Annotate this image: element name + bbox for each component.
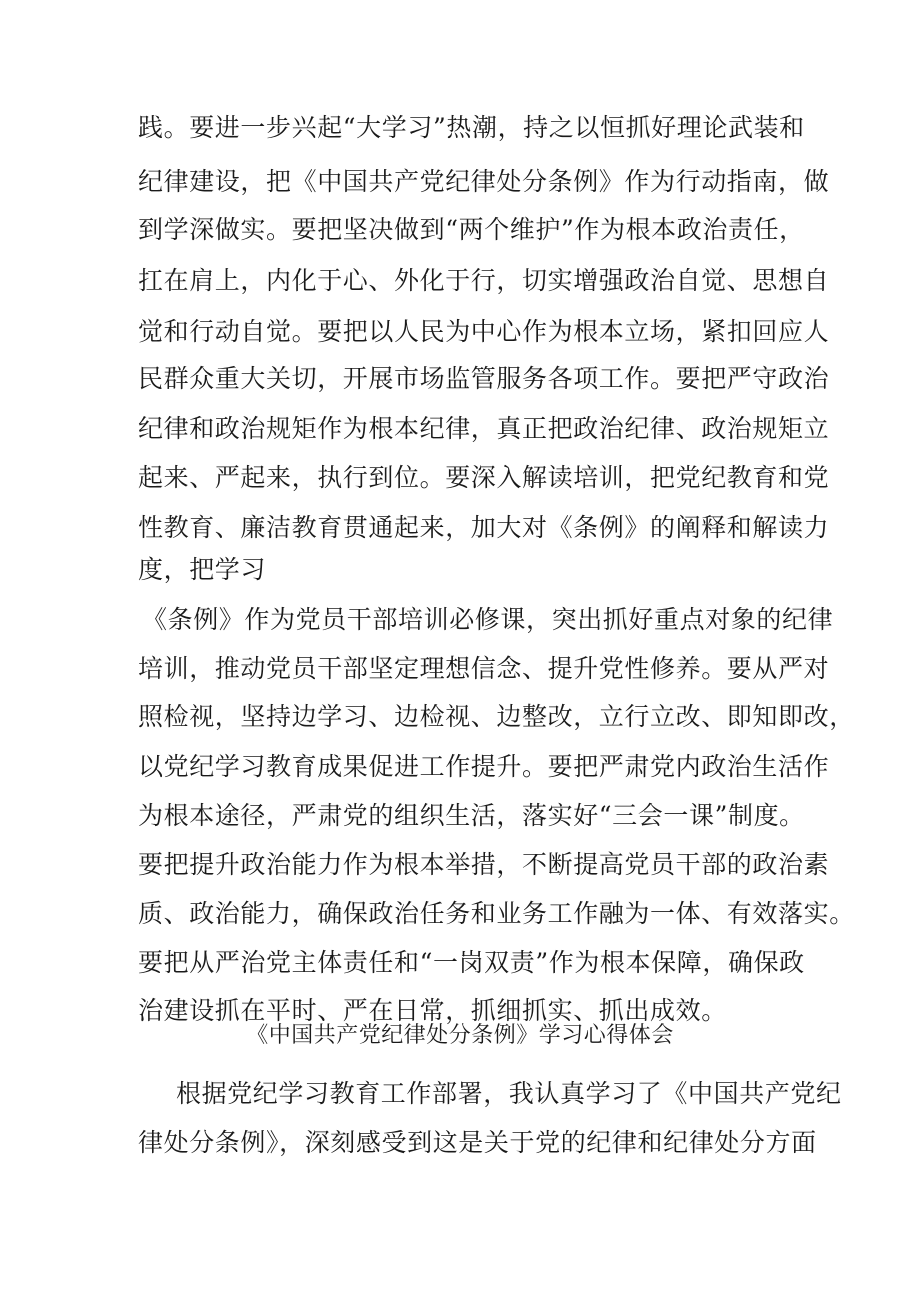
paragraph-2-line: 照检视，坚持边学习、边检视、边整改，立行立改、即知即改， — [138, 702, 855, 731]
paragraph-2-line: 以党纪学习教育成果促进工作提升。要把严肃党内政治生活作 — [138, 752, 830, 781]
paragraph-2-line: 质、政治能力，确保政治任务和业务工作融为一体、有效落实。 — [138, 899, 855, 928]
paragraph-2-line: 《条例》作为党员干部培训必修课，突出抓好重点对象的纪律 — [142, 605, 834, 634]
paragraph-2-line: 治建设抓在平时、严在日常，抓细抓实、抓出成效。 — [138, 996, 727, 1025]
paragraph-1-line: 觉和行动自觉。要把以人民为中心作为根本立场，紧扣回应人 — [138, 317, 830, 346]
paragraph-3-line: 律处分条例》，深刻感受到这是关于党的纪律和纪律处分方面 — [138, 1128, 817, 1157]
paragraph-3-line: 根据党纪学习教育工作部署，我认真学习了《中国共产党纪 — [176, 1079, 842, 1108]
paragraph-1-line: 扛在肩上，内化于心、外化于行，切实增强政治自觉、思想自 — [138, 266, 830, 295]
paragraph-1-line: 民群众重大关切，开展市场监管服务各项工作。要把严守政治 — [138, 364, 830, 393]
paragraph-1-line: 性教育、廉洁教育贯通起来，加大对《条例》的阐释和解读力 — [138, 513, 830, 542]
section-title: 《中国共产党纪律处分条例》学习心得体会 — [246, 1023, 674, 1048]
paragraph-1-line: 起来、严起来，执行到位。要深入解读培训，把党纪教育和党 — [138, 463, 830, 492]
paragraph-1-line: 度，把学习 — [138, 555, 267, 584]
paragraph-2-line: 培训，推动党员干部坚定理想信念、提升党性修养。要从严对 — [138, 654, 830, 683]
paragraph-1-line: 纪律和政治规矩作为根本纪律，真正把政治纪律、政治规矩立 — [138, 414, 830, 443]
paragraph-2-line: 要把提升政治能力作为根本举措，不断提高党员干部的政治素 — [138, 850, 830, 879]
paragraph-1-line: 践。要进一步兴起“大学习”热潮，持之以恒抓好理论武装和 — [138, 113, 805, 142]
paragraph-1-line: 到学深做实。要把坚决做到“两个维护”作为根本政治责任， — [138, 215, 805, 244]
paragraph-2-line: 为根本途径，严肃党的组织生活，落实好“三会一课”制度。 — [138, 801, 805, 830]
paragraph-2-line: 要把从严治党主体责任和“一岗双责”作为根本保障，确保政 — [138, 948, 805, 977]
paragraph-1-line: 纪律建设，把《中国共产党纪律处分条例》作为行动指南，做 — [138, 167, 830, 196]
